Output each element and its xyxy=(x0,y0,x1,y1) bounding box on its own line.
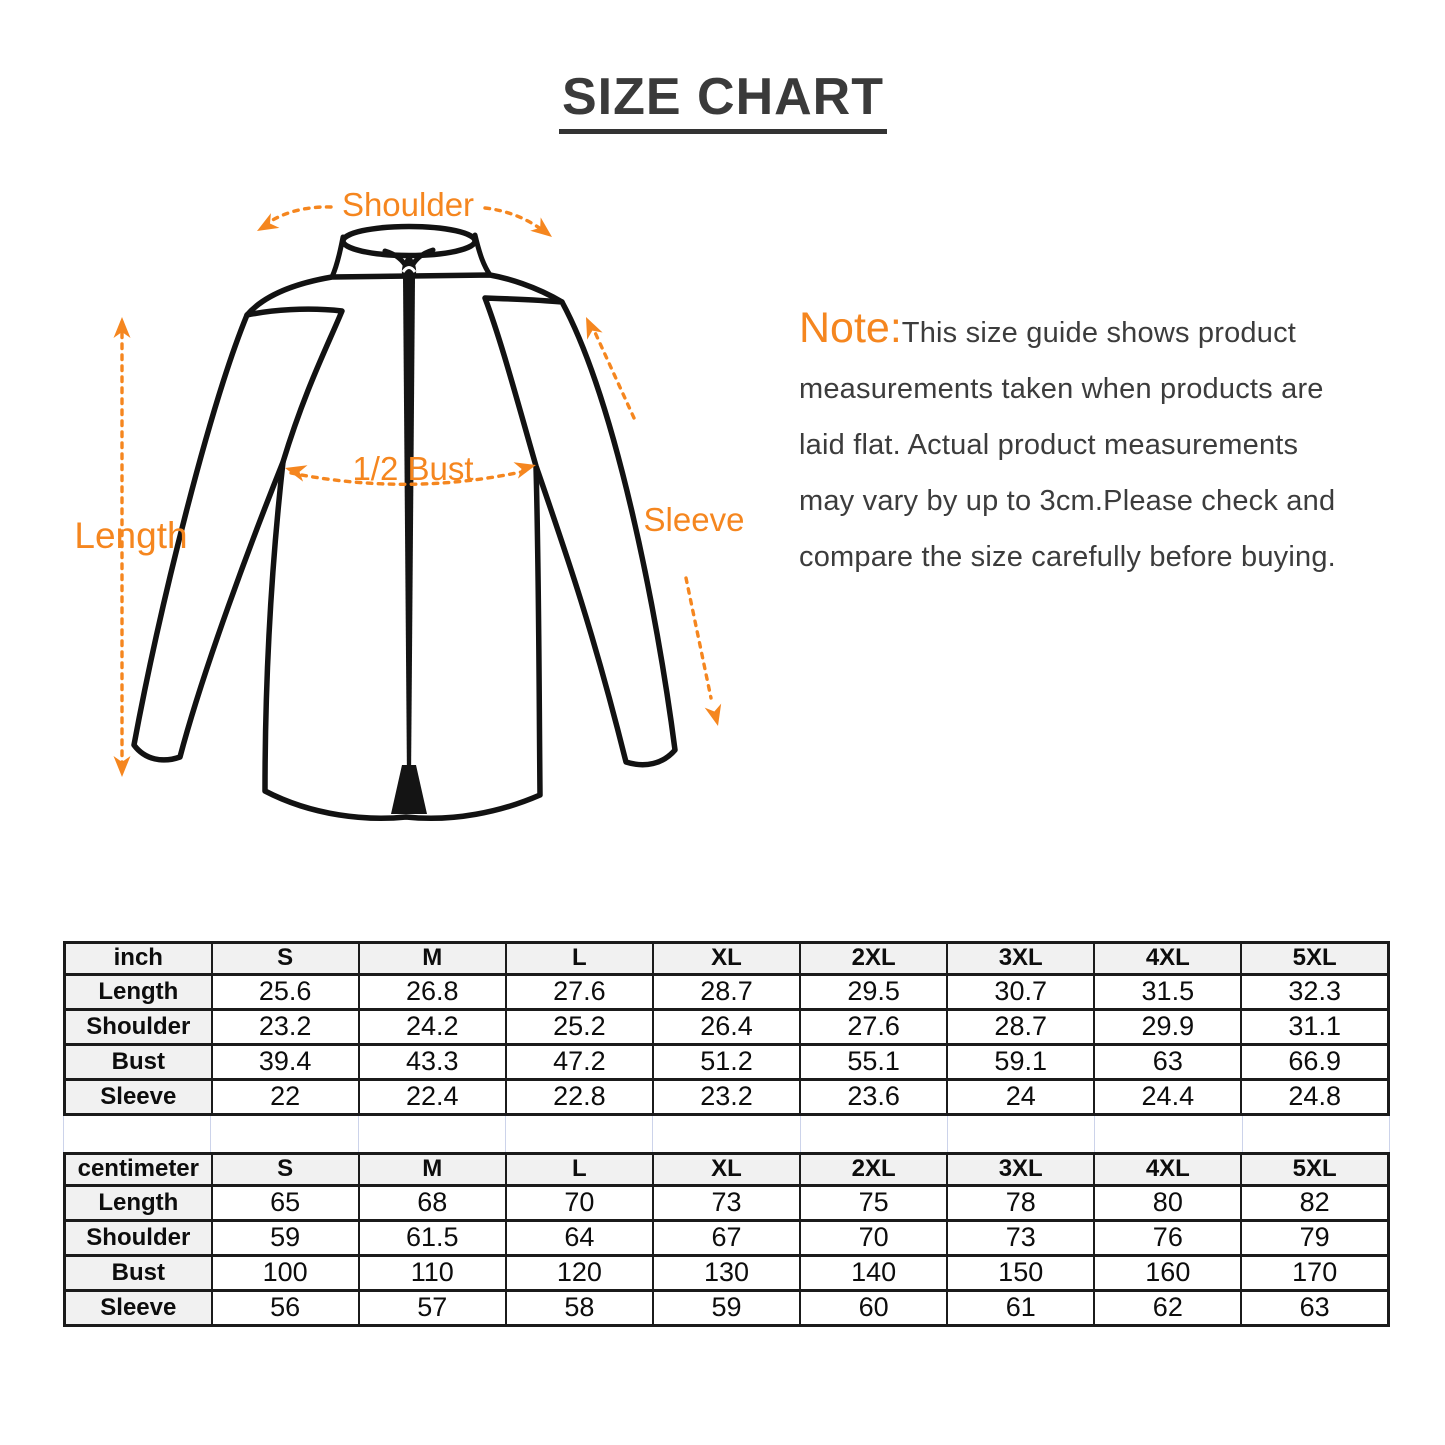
measurement-row xyxy=(65,1255,1389,1290)
measurement-row-label: Length xyxy=(65,974,212,1009)
shoulder-arrow-right-line xyxy=(485,208,545,232)
measurement-value-cell: 55.1 xyxy=(800,1044,947,1079)
measurement-row xyxy=(65,1079,1389,1114)
size-column-header: 4XL xyxy=(1094,1154,1241,1186)
measurement-value-cell: 65 xyxy=(212,1185,359,1220)
sleeve-arrow-lower-line xyxy=(686,578,711,698)
measurement-row-label: Bust xyxy=(65,1044,212,1079)
measurement-value-cell: 59.1 xyxy=(947,1044,1094,1079)
measurement-value-cell: 63 xyxy=(1094,1044,1241,1079)
measurement-value-cell: 51.2 xyxy=(653,1044,800,1079)
note-line: may vary by up to 3cm.Please check and xyxy=(799,485,1336,517)
note-line: measurements taken when products are xyxy=(799,373,1324,405)
measurement-value-cell: 29.5 xyxy=(800,974,947,1009)
size-column-header: XL xyxy=(653,1154,800,1186)
jacket-collar-right-edge xyxy=(475,235,490,275)
measurement-value-cell: 29.9 xyxy=(1094,1009,1241,1044)
measurement-row xyxy=(65,1185,1389,1220)
measurement-value-cell: 130 xyxy=(653,1255,800,1290)
measurement-value-cell: 23.2 xyxy=(212,1009,359,1044)
measurement-value-cell: 26.4 xyxy=(653,1009,800,1044)
measurement-value-cell: 75 xyxy=(800,1185,947,1220)
measurement-value-cell: 140 xyxy=(800,1255,947,1290)
size-column-header: 3XL xyxy=(947,943,1094,975)
measurement-row xyxy=(65,1290,1389,1325)
measurement-value-cell: 67 xyxy=(653,1220,800,1255)
sleeve-arrow-lower-head xyxy=(705,704,727,728)
size-column-header: 4XL xyxy=(1094,943,1241,975)
measurement-value-cell: 80 xyxy=(1094,1185,1241,1220)
measurement-value-cell: 56 xyxy=(212,1290,359,1325)
measurement-value-cell: 110 xyxy=(359,1255,506,1290)
measurement-value-cell: 100 xyxy=(212,1255,359,1290)
measurement-row xyxy=(65,974,1389,1009)
measurement-row xyxy=(65,1044,1389,1079)
note-section xyxy=(799,300,1424,585)
size-table-header-row xyxy=(65,943,1389,975)
size-table-header-row xyxy=(65,1154,1389,1186)
measurement-value-cell: 47.2 xyxy=(506,1044,653,1079)
gridline-cell xyxy=(653,1116,800,1152)
size-column-header: 2XL xyxy=(800,1154,947,1186)
measurement-row xyxy=(65,1009,1389,1044)
measurement-value-cell: 78 xyxy=(947,1185,1094,1220)
measurement-value-cell: 22.4 xyxy=(359,1079,506,1114)
measurement-value-cell: 170 xyxy=(1241,1255,1388,1290)
measurement-value-cell: 27.6 xyxy=(800,1009,947,1044)
measurement-value-cell: 27.6 xyxy=(506,974,653,1009)
shoulder-label: Shoulder xyxy=(341,186,475,223)
measurement-value-cell: 25.2 xyxy=(506,1009,653,1044)
measurement-value-cell: 28.7 xyxy=(653,974,800,1009)
size-column-header: M xyxy=(359,1154,506,1186)
measurement-row-label: Shoulder xyxy=(65,1220,212,1255)
measurement-value-cell: 31.1 xyxy=(1241,1009,1388,1044)
size-column-header: S xyxy=(212,943,359,975)
measurement-value-cell: 73 xyxy=(653,1185,800,1220)
measurement-value-cell: 23.2 xyxy=(653,1079,800,1114)
measurement-value-cell: 62 xyxy=(1094,1290,1241,1325)
measurement-value-cell: 63 xyxy=(1241,1290,1388,1325)
spreadsheet-gridline-strip xyxy=(63,1116,1390,1152)
gridline-cell xyxy=(1243,1116,1390,1152)
size-column-header: 5XL xyxy=(1241,943,1388,975)
measurement-value-cell: 61 xyxy=(947,1290,1094,1325)
measurement-value-cell: 79 xyxy=(1241,1220,1388,1255)
measurement-value-cell: 26.8 xyxy=(359,974,506,1009)
gridline-cell xyxy=(359,1116,506,1152)
shoulder-arrow-left-line xyxy=(263,207,331,226)
size-table xyxy=(63,941,1390,1116)
measurement-value-cell: 73 xyxy=(947,1220,1094,1255)
measurement-value-cell: 22.8 xyxy=(506,1079,653,1114)
shoulder-arrow-right-head xyxy=(530,217,557,243)
half-bust-label: 1/2 Bust xyxy=(352,450,474,487)
size-column-header: S xyxy=(212,1154,359,1186)
size-column-header: 3XL xyxy=(947,1154,1094,1186)
measurement-row xyxy=(65,1220,1389,1255)
measurement-row-label: Shoulder xyxy=(65,1009,212,1044)
unit-label-cell: centimeter xyxy=(65,1154,212,1186)
measurement-value-cell: 150 xyxy=(947,1255,1094,1290)
sleeve-arrow-upper-head xyxy=(578,313,602,339)
unit-label-cell: inch xyxy=(65,943,212,975)
measurement-value-cell: 70 xyxy=(506,1185,653,1220)
measurement-value-cell: 24.2 xyxy=(359,1009,506,1044)
size-column-header: L xyxy=(506,943,653,975)
measurement-value-cell: 120 xyxy=(506,1255,653,1290)
measurement-value-cell: 61.5 xyxy=(359,1220,506,1255)
gridline-cell xyxy=(948,1116,1095,1152)
measurement-value-cell: 39.4 xyxy=(212,1044,359,1079)
measurement-row-label: Sleeve xyxy=(65,1079,212,1114)
note-line: compare the size carefully before buying. xyxy=(799,541,1336,573)
note-prefix: Note: xyxy=(799,304,902,352)
measurement-value-cell: 68 xyxy=(359,1185,506,1220)
jacket-collar-left-edge xyxy=(332,237,343,277)
size-column-header: XL xyxy=(653,943,800,975)
length-label: Length xyxy=(74,515,188,556)
measurement-row-label: Bust xyxy=(65,1255,212,1290)
measurement-value-cell: 160 xyxy=(1094,1255,1241,1290)
measurement-value-cell: 58 xyxy=(506,1290,653,1325)
measurement-value-cell: 32.3 xyxy=(1241,974,1388,1009)
measurement-value-cell: 28.7 xyxy=(947,1009,1094,1044)
measurement-value-cell: 59 xyxy=(653,1290,800,1325)
length-arrow-bottom-head xyxy=(114,756,131,777)
size-table-centimeter xyxy=(63,1152,1390,1327)
measurement-value-cell: 59 xyxy=(212,1220,359,1255)
measurement-value-cell: 82 xyxy=(1241,1185,1388,1220)
gridline-cell xyxy=(63,1116,211,1152)
gridline-cell xyxy=(1095,1116,1242,1152)
measurement-value-cell: 76 xyxy=(1094,1220,1241,1255)
measurement-value-cell: 43.3 xyxy=(359,1044,506,1079)
measurement-value-cell: 30.7 xyxy=(947,974,1094,1009)
sleeve-label: Sleeve xyxy=(643,501,745,538)
measurement-value-cell: 24.4 xyxy=(1094,1079,1241,1114)
measurement-row-label: Sleeve xyxy=(65,1290,212,1325)
note-line: This size guide shows product xyxy=(901,317,1297,349)
measurement-value-cell: 22 xyxy=(212,1079,359,1114)
measurement-value-cell: 25.6 xyxy=(212,974,359,1009)
measurement-value-cell: 23.6 xyxy=(800,1079,947,1114)
gridline-cell xyxy=(211,1116,358,1152)
measurement-value-cell: 24 xyxy=(947,1079,1094,1114)
measurement-value-cell: 60 xyxy=(800,1290,947,1325)
measurement-value-cell: 24.8 xyxy=(1241,1079,1388,1114)
measurement-value-cell: 66.9 xyxy=(1241,1044,1388,1079)
gridline-cell xyxy=(801,1116,948,1152)
measurement-value-cell: 64 xyxy=(506,1220,653,1255)
jacket-measurement-diagram xyxy=(55,150,795,850)
size-column-header: 5XL xyxy=(1241,1154,1388,1186)
note-line: laid flat. Actual product measurements xyxy=(799,429,1299,461)
size-column-header: M xyxy=(359,943,506,975)
size-column-header: L xyxy=(506,1154,653,1186)
gridline-cell xyxy=(506,1116,653,1152)
size-table-inch xyxy=(63,941,1390,1116)
measurement-value-cell: 70 xyxy=(800,1220,947,1255)
measurement-value-cell: 31.5 xyxy=(1094,974,1241,1009)
jacket-collar xyxy=(343,227,475,256)
size-table xyxy=(63,1152,1390,1327)
page-title: SIZE CHART xyxy=(559,67,887,134)
measurement-value-cell: 57 xyxy=(359,1290,506,1325)
measurement-row-label: Length xyxy=(65,1185,212,1220)
size-column-header: 2XL xyxy=(800,943,947,975)
